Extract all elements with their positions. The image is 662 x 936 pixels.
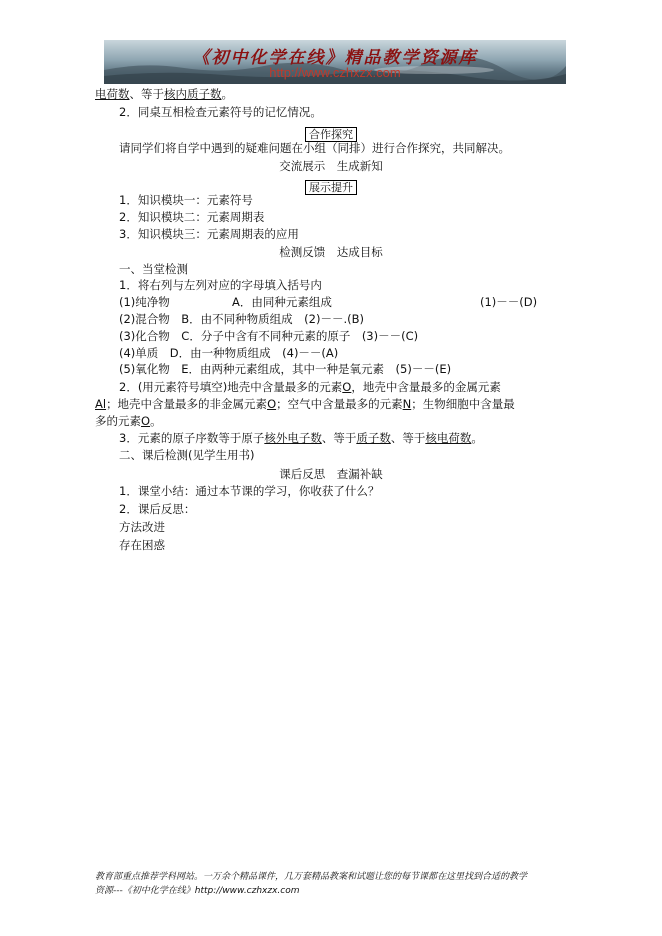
banner-title: 《初中化学在线》精品教学资源库 — [192, 48, 478, 68]
text-line-2: 2．同桌互相检查元素符号的记忆情况。 — [119, 105, 322, 119]
text-span: 3．元素的原子序数等于原子 — [119, 431, 265, 445]
text-line-17 — [95, 397, 515, 412]
text-line-23: 2．课后反思： — [119, 502, 196, 516]
header-banner — [104, 40, 566, 84]
answer-text: N — [402, 397, 412, 411]
text-line-11b: A．由同种元素组成 — [232, 295, 332, 309]
footer-line-1: 教育部重点推荐学科网站。一万余个精品课件，几万套精品教案和试题让您的每节课都在这里找到合适的教学 — [95, 872, 528, 882]
section-heading-exchange: 交流展示 生成新知 — [279, 159, 383, 173]
text-span: 多的元素 — [95, 414, 141, 428]
section-box-row-1 — [0, 123, 662, 142]
text-span: ；空气中含量最多的元素 — [276, 397, 403, 411]
text-line-1 — [95, 87, 233, 102]
text-line-14: (4)单质 D．由一种物质组成 (4)－－(A) — [119, 346, 339, 360]
text-span: 。 — [150, 414, 162, 428]
answer-text: 核外电子数 — [264, 431, 322, 445]
text-span: 2．(用元素符号填空)地壳中含量最多的元素 — [119, 380, 343, 394]
text-line-15: (5)氧化物 E．由两种元素组成，其中一种是氧元素 (5)－－(E) — [119, 362, 452, 376]
answer-text: 电荷数 — [95, 87, 130, 101]
banner-url[interactable]: http://www.czhxzx.com — [269, 65, 401, 80]
text-line-25: 存在困惑 — [119, 538, 165, 552]
text-line-5: 1．知识模块一：元素符号 — [119, 193, 253, 207]
text-line-24: 方法改进 — [119, 520, 165, 534]
answer-text: 核内质子数 — [164, 87, 222, 101]
answer-text: O — [342, 380, 352, 394]
section-box-cooperate: 合作探究 — [305, 127, 357, 142]
text-line-19 — [119, 431, 483, 446]
text-line-20: 二、课后检测(见学生用书) — [119, 448, 255, 462]
text-line-10: 1．将右列与左列对应的字母填入括号内 — [119, 278, 322, 292]
text-line-11a: (1)纯净物 — [119, 295, 170, 309]
section-heading-feedback: 检测反馈 达成目标 — [279, 245, 383, 259]
text-line-22: 1．课堂小结：通过本节课的学习，你收获了什么？ — [119, 484, 380, 498]
text-span: 、等于 — [390, 431, 426, 445]
text-span: ，地壳中含量最多的金属元素 — [351, 380, 501, 394]
text-line-6: 2．知识模块二：元素周期表 — [119, 210, 265, 224]
answer-text: Al — [95, 397, 107, 411]
section-box-row-2 — [0, 176, 662, 195]
text-line-18 — [95, 414, 162, 429]
answer-text: O — [267, 397, 277, 411]
answer-text: O — [141, 414, 151, 428]
text-line-13: (3)化合物 C．分子中含有不同种元素的原子 (3)－－(C) — [119, 329, 419, 343]
text-line-3: 请同学们将自学中遇到的疑难问题在小组（同排）进行合作探究，共同解决。 — [119, 141, 510, 155]
section-heading-reflection: 课后反思 查漏补缺 — [279, 467, 383, 481]
text-span: 。 — [221, 87, 233, 101]
text-line-9: 一、当堂检测 — [119, 262, 188, 276]
text-line-16 — [119, 380, 501, 395]
text-line-12: (2)混合物 B．由不同种物质组成 (2)－－.(B) — [119, 312, 364, 326]
text-span: ；地壳中含量最多的非金属元素 — [106, 397, 268, 411]
text-span: 、等于 — [129, 87, 164, 101]
answer-text: 质子数 — [356, 431, 391, 445]
text-span: 、等于 — [321, 431, 357, 445]
text-span: 。 — [471, 431, 483, 445]
text-span: ；生物细胞中含量最 — [411, 397, 515, 411]
footer-line-2: 资源---《初中化学在线》http://www.czhxzx.com — [95, 886, 300, 896]
section-box-show: 展示提升 — [305, 180, 357, 195]
answer-text: 核电荷数 — [425, 431, 472, 445]
text-line-7: 3．知识模块三：元素周期表的应用 — [119, 227, 299, 241]
text-line-11c: (1)－－(D) — [480, 295, 538, 309]
